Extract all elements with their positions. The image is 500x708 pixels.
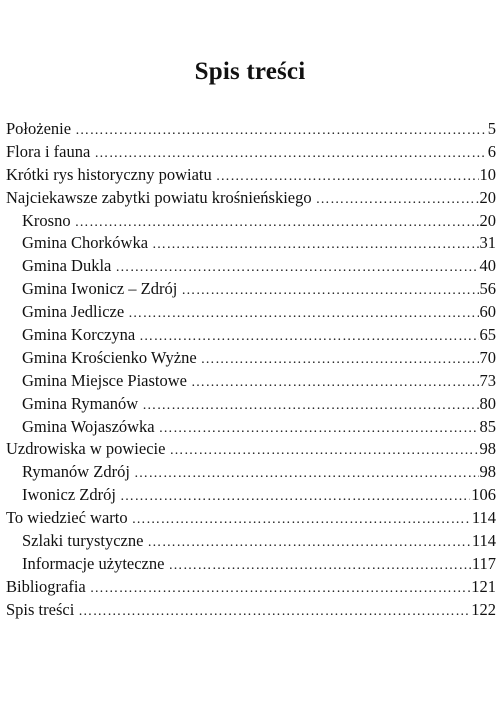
dot-leader	[120, 486, 470, 509]
toc-entry-page-number: 5	[487, 119, 496, 138]
toc-entry	[6, 576, 496, 599]
toc-entry-label: Gmina Miejsce Piastowe	[22, 370, 187, 390]
toc-entry-page-number: 98	[479, 439, 496, 459]
dot-leader	[94, 143, 486, 166]
toc-entry	[6, 553, 496, 576]
toc-entry	[6, 164, 496, 187]
toc-entry-label: Uzdrowiska w powiecie	[6, 439, 166, 459]
toc-entry-page-number: 80	[479, 393, 496, 413]
toc-entry	[6, 393, 496, 416]
toc-entry-page-number: 114	[471, 508, 496, 528]
dot-leader	[147, 532, 470, 555]
toc-entry	[6, 370, 496, 393]
toc-entry-page-number: 114	[471, 531, 496, 551]
toc-entry	[6, 416, 496, 439]
dot-leader	[115, 257, 478, 280]
toc-entry-label: Gmina Krościenko Wyżne	[22, 347, 197, 367]
toc-entry-label: Rymanów Zdrój	[22, 462, 130, 482]
toc-entry	[6, 599, 496, 622]
toc-entry-page-number: 6	[487, 141, 496, 161]
dot-leader	[152, 234, 478, 257]
dot-leader	[316, 189, 479, 212]
dot-leader	[75, 120, 487, 143]
page-title: Spis treści	[194, 58, 306, 85]
table-of-contents	[6, 118, 496, 622]
toc-entry-page-number: 122	[471, 599, 496, 619]
toc-entry	[6, 507, 496, 530]
toc-entry-page-number: 70	[479, 347, 496, 367]
toc-entry-page-number: 121	[471, 576, 496, 596]
toc-entry-page-number: 20	[479, 210, 496, 230]
toc-entry-label: Gmina Jedlicze	[22, 302, 125, 322]
toc-entry-label: Szlaki turystyczne	[22, 531, 144, 551]
toc-entry-label: Bibliografia	[6, 576, 86, 596]
dot-leader	[216, 166, 479, 189]
toc-entry-page-number: 73	[479, 370, 496, 390]
toc-entry-label: Gmina Rymanów	[22, 393, 139, 413]
toc-entry-page-number: 60	[479, 302, 496, 322]
toc-entry-label: Spis treści	[6, 599, 75, 619]
dot-leader	[201, 349, 479, 372]
toc-entry-label: Krosno	[22, 210, 71, 230]
toc-entry-page-number: 31	[479, 233, 496, 253]
toc-entry	[6, 347, 496, 370]
toc-entry	[6, 141, 496, 164]
dot-leader	[75, 212, 479, 235]
toc-entry-label: Najciekawsze zabytki powiatu krośnieńskiego	[6, 187, 312, 207]
toc-entry	[6, 210, 496, 233]
dot-leader	[168, 555, 470, 578]
dot-leader	[159, 418, 479, 441]
toc-entry-page-number: 117	[471, 553, 496, 573]
toc-entry-label: Iwonicz Zdrój	[22, 485, 116, 505]
dot-leader	[132, 509, 471, 532]
toc-entry-label: Krótki rys historyczny powiatu	[6, 164, 212, 184]
toc-entry	[6, 461, 496, 484]
toc-entry	[6, 324, 496, 347]
toc-entry-label: Gmina Korczyna	[22, 325, 136, 345]
toc-entry	[6, 118, 496, 141]
toc-entry-label: Położenie	[6, 119, 72, 138]
toc-entry-label: Gmina Wojaszówka	[22, 416, 155, 436]
dot-leader	[139, 326, 478, 349]
toc-entry-label: Informacje użyteczne	[22, 553, 165, 573]
toc-entry-page-number: 98	[479, 462, 496, 482]
toc-entry	[6, 484, 496, 507]
dot-leader	[78, 601, 470, 624]
toc-entry	[6, 301, 496, 324]
dot-leader	[134, 463, 479, 486]
dot-leader	[169, 440, 478, 463]
toc-entry	[6, 278, 496, 301]
dot-leader	[90, 578, 471, 601]
dot-leader	[142, 395, 478, 418]
dot-leader	[128, 303, 478, 326]
toc-entry-label: Gmina Dukla	[22, 256, 112, 276]
toc-entry-label: Gmina Chorkówka	[22, 233, 149, 253]
toc-entry-page-number: 10	[479, 164, 496, 184]
toc-entry-label: Flora i fauna	[6, 141, 91, 161]
toc-entry-page-number: 40	[479, 256, 496, 276]
toc-entry	[6, 232, 496, 255]
dot-leader	[191, 372, 479, 395]
toc-entry-page-number: 85	[479, 416, 496, 436]
dot-leader	[181, 280, 478, 303]
toc-entry-label: To wiedzieć warto	[6, 508, 128, 528]
toc-entry	[6, 438, 496, 461]
toc-entry	[6, 187, 496, 210]
toc-entry	[6, 530, 496, 553]
toc-entry-page-number: 56	[479, 279, 496, 299]
toc-entry-page-number: 20	[479, 187, 496, 207]
toc-entry-page-number: 106	[471, 485, 496, 505]
toc-entry	[6, 255, 496, 278]
toc-entry-label: Gmina Iwonicz – Zdrój	[22, 279, 178, 299]
toc-entry-page-number: 65	[479, 325, 496, 345]
